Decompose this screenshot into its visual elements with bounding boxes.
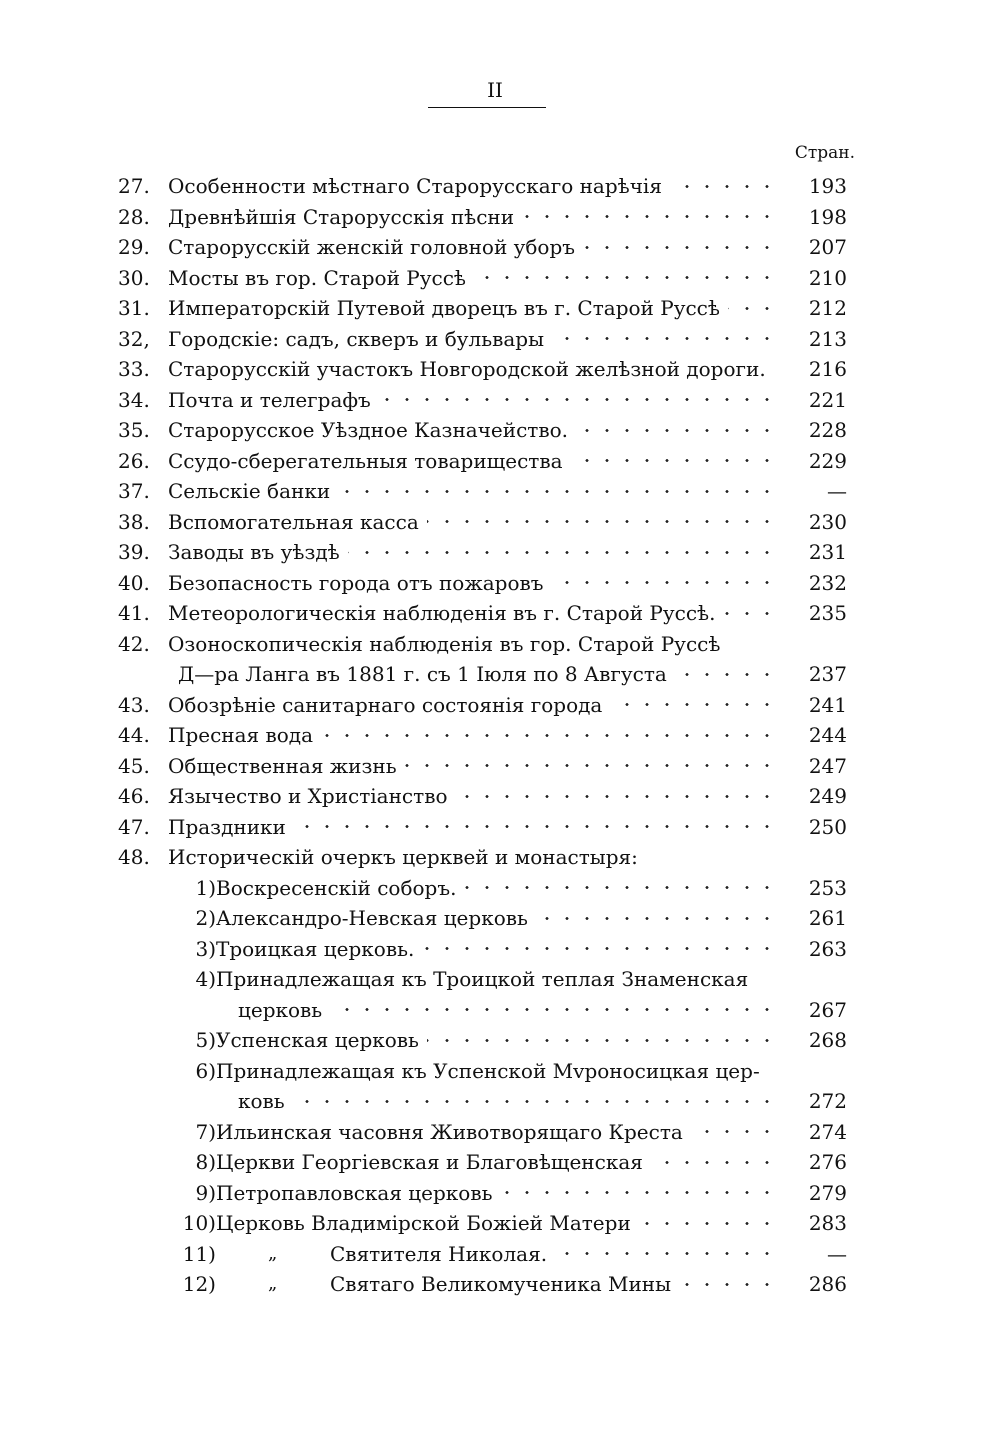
entry-number: 39.	[118, 540, 150, 564]
entry-number: 29.	[118, 235, 150, 259]
entry-title: Обозрѣніе санитарнаго состоянія города	[168, 692, 603, 717]
dot-leader	[670, 171, 777, 201]
toc-subentry	[118, 1117, 855, 1147]
toc-subentry	[118, 1208, 855, 1238]
toc-entry	[118, 293, 855, 323]
entry-title: Старорусское Уѣздное Казначейство.	[168, 418, 569, 442]
dot-leader	[330, 995, 777, 1025]
entry-number: 2)	[195, 906, 216, 930]
entry-page: 250	[808, 814, 847, 839]
entry-page: 212	[808, 296, 847, 320]
entry-title: Древнѣйшія Старорусскія пѣсни	[168, 204, 515, 229]
entry-page: 263	[808, 936, 847, 961]
entry-page: 207	[808, 235, 847, 259]
dot-leader	[555, 1239, 777, 1269]
dot-leader	[522, 202, 777, 232]
dot-leader	[293, 1086, 777, 1116]
entry-page: 268	[808, 1028, 847, 1052]
entry-title: Сельскіе банки	[168, 479, 331, 503]
toc-subentry	[118, 964, 855, 994]
toc-subentry	[118, 1178, 855, 1208]
entry-title: Воскресенскій соборъ.	[216, 875, 457, 900]
entry-page: —	[827, 1241, 847, 1266]
entry-page: 279	[808, 1180, 847, 1205]
entry-page: 274	[808, 1119, 847, 1144]
dot-leader	[294, 812, 777, 842]
entry-title: Троицкая церковь.	[216, 936, 415, 961]
entry-page: 247	[808, 753, 847, 778]
toc-subentry	[118, 934, 855, 964]
toc-entry	[118, 690, 855, 720]
entry-title: церковь	[238, 997, 323, 1022]
dot-leader	[536, 903, 777, 933]
dot-leader	[422, 934, 777, 964]
entry-title: Старорусскій участокъ Новгородской желѣзной дороги.	[168, 357, 766, 381]
toc-entry-continuation	[118, 659, 855, 689]
entry-page: 231	[808, 540, 847, 564]
dot-leader	[610, 690, 777, 720]
entry-number: 32,	[118, 326, 150, 351]
toc-entry	[118, 354, 855, 384]
entry-number: 33.	[118, 357, 150, 381]
toc-entry	[118, 263, 855, 293]
entry-number: 5)	[195, 1028, 216, 1052]
entry-number: 26.	[118, 448, 150, 473]
entry-title: Принадлежащая къ Троицкой теплая Знаменская	[216, 967, 749, 991]
entry-title: Старорусскій женскій головной уборъ	[168, 235, 576, 259]
entry-title: Историческій очеркъ церквей и монастыря:	[168, 845, 638, 869]
toc-entry	[118, 476, 855, 506]
entry-page: 286	[808, 1272, 847, 1296]
entry-title: Ссудо-сберегательныя товарищества	[168, 448, 563, 473]
ditto-mark: „	[268, 1273, 278, 1294]
entry-title: Городскіе: садъ, скверъ и бульвары	[168, 326, 545, 351]
entry-page: 232	[808, 570, 847, 595]
page-column-label: Стран.	[794, 143, 855, 163]
dot-leader	[651, 1147, 777, 1177]
entry-title: Праздники	[168, 814, 286, 839]
entry-number: 1)	[195, 875, 216, 900]
entry-page: 283	[808, 1211, 847, 1235]
entry-page: 230	[808, 509, 847, 534]
entry-page: 221	[808, 387, 847, 412]
entry-page: 267	[808, 997, 847, 1022]
entry-title: Святителя Николая.	[330, 1241, 548, 1266]
entry-page: 228	[808, 418, 847, 442]
entry-title: Принадлежащая къ Успенской Мvроносицкая цер-	[216, 1058, 760, 1083]
entry-number: 41.	[118, 601, 150, 625]
toc-entry	[118, 537, 855, 567]
dot-leader	[321, 720, 777, 750]
dot-leader	[571, 446, 777, 476]
toc-subentry	[118, 1147, 855, 1177]
toc-entry	[118, 507, 855, 537]
entry-number: 34.	[118, 387, 150, 412]
entry-page: 210	[808, 265, 847, 290]
dot-leader	[583, 232, 777, 262]
dot-leader	[639, 1208, 777, 1238]
dot-leader	[464, 873, 777, 903]
dot-leader	[576, 415, 777, 445]
entry-number: 12)	[182, 1272, 216, 1296]
toc-subentry	[118, 1025, 855, 1055]
entry-number: 48.	[118, 845, 150, 869]
entry-page: 249	[808, 784, 847, 808]
entry-number: 11)	[182, 1241, 216, 1266]
entry-number: 37.	[118, 479, 150, 503]
entry-number: 45.	[118, 753, 150, 778]
entry-number: 4)	[195, 967, 216, 991]
entry-title: Успенская церковь	[216, 1028, 419, 1052]
entry-title: Церкви Георгіевская и Благовѣщенская	[216, 1150, 643, 1174]
entry-title: Ильинская часовня Животворящаго Креста	[216, 1119, 683, 1144]
entry-number: 7)	[195, 1119, 216, 1144]
entry-page: 261	[808, 906, 847, 930]
entry-title: Вспомогательная касса	[168, 509, 419, 534]
entry-title: Александро-Невская церковь	[216, 906, 528, 930]
toc-subentry	[118, 1269, 855, 1299]
entry-number: 3)	[195, 936, 216, 961]
page-number: II	[487, 78, 503, 102]
dot-leader	[728, 293, 777, 323]
entry-title: Почта и телеграфъ	[168, 387, 371, 412]
entry-number: 28.	[118, 204, 150, 229]
entry-number: 42.	[118, 631, 150, 656]
dot-leader	[691, 1117, 777, 1147]
entry-number: 44.	[118, 723, 150, 747]
entry-title: Д—ра Ланга въ 1881 г. съ 1 Іюля по 8 Августа	[178, 662, 667, 686]
entry-title: Метеорологическія наблюденія въ г. Старой Руссѣ.	[168, 601, 716, 625]
toc-entry	[118, 385, 855, 415]
toc-entry	[118, 446, 855, 476]
entry-title: Особенности мѣстнаго Старорусскаго нарѣчія	[168, 174, 662, 198]
ditto-mark: „	[268, 1242, 278, 1264]
entry-number: 30.	[118, 265, 150, 290]
dot-leader	[338, 476, 777, 506]
dot-leader	[379, 385, 777, 415]
entry-number: 40.	[118, 570, 150, 595]
entry-page: 235	[808, 601, 847, 625]
entry-title: Пресная вода	[168, 723, 314, 747]
entry-title: Язычество и Христіанство	[168, 784, 448, 808]
header-rule	[428, 107, 546, 108]
entry-title: ковь	[238, 1089, 285, 1113]
toc-entry	[118, 720, 855, 750]
entry-title: Церковь Владимірской Божіей Матери	[216, 1211, 631, 1235]
entry-page: 213	[808, 326, 847, 351]
entry-title: Императорскій Путевой дворецъ въ г. Старой Руссѣ	[168, 296, 720, 320]
dot-leader	[348, 537, 777, 567]
entry-page: 229	[808, 448, 847, 473]
toc-entry	[118, 568, 855, 598]
entry-page: 276	[808, 1150, 847, 1174]
entry-title: Святаго Великомученика Мины	[330, 1272, 672, 1296]
entry-number: 31.	[118, 296, 150, 320]
toc-entry	[118, 598, 855, 628]
entry-title: Мосты въ гор. Старой Руссѣ	[168, 265, 466, 290]
toc-entry	[118, 781, 855, 811]
toc-entry	[118, 202, 855, 232]
toc-subentry	[118, 1239, 855, 1269]
entry-number: 9)	[195, 1180, 216, 1205]
dot-leader	[501, 1178, 777, 1208]
dot-leader	[679, 1269, 777, 1299]
dot-leader	[456, 781, 777, 811]
dot-leader	[474, 263, 777, 293]
entry-title: Общественная жизнь	[168, 753, 397, 778]
dot-leader	[405, 751, 777, 781]
dot-leader	[675, 659, 777, 689]
entry-title: Заводы въ уѣздѣ	[168, 540, 340, 564]
toc-entry	[118, 812, 855, 842]
dot-leader	[427, 507, 777, 537]
dot-leader	[552, 324, 777, 354]
dot-leader	[723, 598, 777, 628]
toc-subentry	[118, 873, 855, 903]
toc-entry	[118, 232, 855, 262]
entry-number: 6)	[195, 1058, 216, 1083]
entry-page: 244	[808, 723, 847, 747]
entry-title: Петропавловская церковь	[216, 1180, 493, 1205]
dot-leader	[552, 568, 777, 598]
toc-entry	[118, 324, 855, 354]
toc-entry	[118, 415, 855, 445]
entry-number: 43.	[118, 692, 150, 717]
entry-number: 10)	[182, 1211, 216, 1235]
entry-number: 46.	[118, 784, 150, 808]
entry-page: —	[827, 479, 847, 503]
toc-entry	[118, 629, 855, 659]
dot-leader	[427, 1025, 777, 1055]
entry-page: 253	[808, 875, 847, 900]
toc-entry	[118, 842, 855, 872]
entry-page: 241	[808, 692, 847, 717]
entry-number: 27.	[118, 174, 150, 198]
entry-number: 35.	[118, 418, 150, 442]
entry-page: 193	[808, 174, 847, 198]
toc-subentry	[118, 903, 855, 933]
entry-number: 8)	[195, 1150, 216, 1174]
entry-page: 272	[808, 1089, 847, 1113]
entry-page: 198	[808, 204, 847, 229]
toc-subentry-continuation	[118, 1086, 855, 1116]
toc-entry	[118, 171, 855, 201]
dot-leader	[774, 354, 777, 384]
toc-subentry	[118, 1056, 855, 1086]
entry-page: 237	[808, 662, 847, 686]
entry-number: 38.	[118, 509, 150, 534]
entry-page: 216	[808, 357, 847, 381]
entry-title: Озоноскопическія наблюденія въ гор. Старой Руссѣ	[168, 631, 721, 656]
entry-number: 47.	[118, 814, 150, 839]
entry-title: Безопасность города отъ пожаровъ	[168, 570, 544, 595]
toc-subentry-continuation	[118, 995, 855, 1025]
toc-entry	[118, 751, 855, 781]
